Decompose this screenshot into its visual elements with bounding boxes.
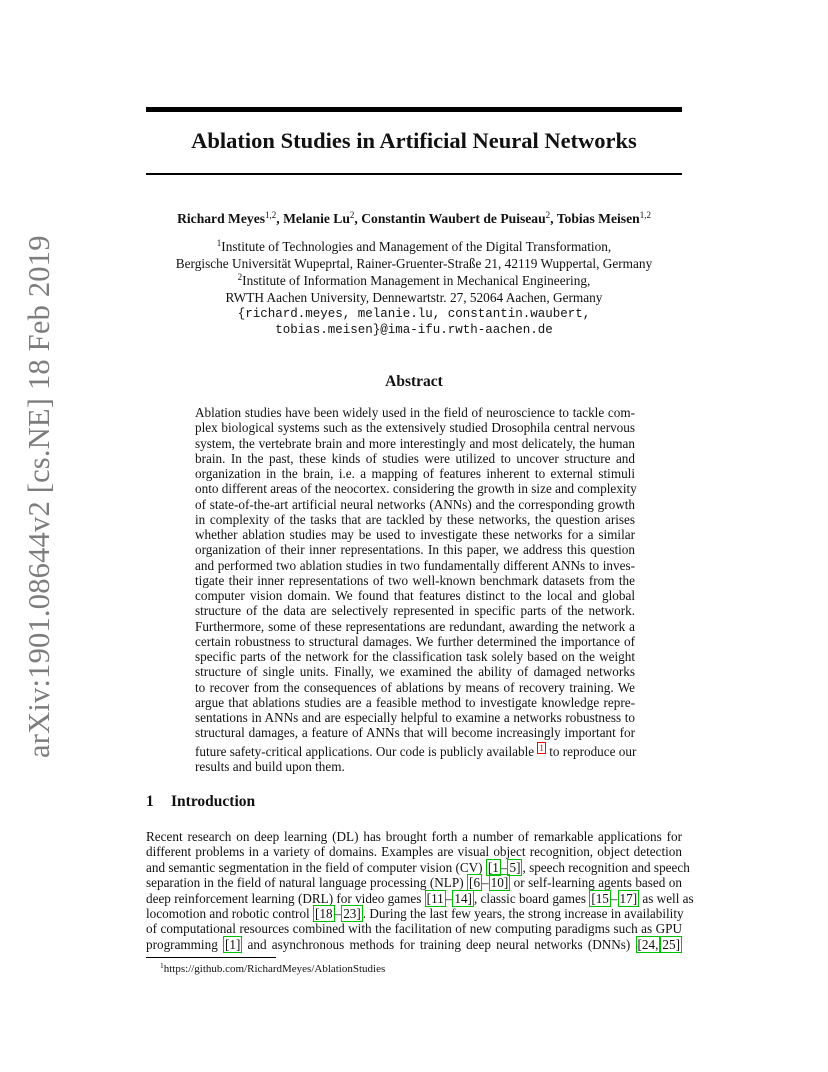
- intro-line: [146, 875, 682, 890]
- citation-dash: –: [445, 890, 453, 906]
- abstract-line: of state-of-the-art artificial neural networks (ANNs) and the corresponding growth: [195, 496, 635, 512]
- abstract-line: tigate their inner representations of two well-known benchmark datasets from the: [195, 572, 635, 588]
- author-separator: ,: [550, 211, 557, 226]
- abstract-line: system, the vertebrate brain and more interestingly and most delicately, the human: [195, 435, 635, 451]
- affiliation-2: [100, 269, 728, 306]
- author-separator: ,: [354, 211, 362, 226]
- intro-text: or self-learning agents based on: [510, 875, 682, 891]
- intro-text: and asynchronous methods for training deep neural networks (DNNs): [242, 936, 636, 952]
- citation-link[interactable]: 25]: [662, 936, 680, 952]
- affiliation-line: Institute of Information Management in Mechanical Engineering,: [242, 273, 591, 288]
- affiliation-1: [100, 235, 728, 272]
- intro-text: , classic board games: [473, 890, 590, 906]
- intro-text: as well as: [639, 890, 694, 906]
- intro-line: [146, 890, 694, 906]
- abstract-line: brain. In the past, these kinds of studies were utilized to uncover structure and: [195, 450, 635, 466]
- citation-link[interactable]: [15: [591, 890, 609, 906]
- footnote: [160, 961, 385, 975]
- abstract-line: Ablation studies have been widely used in the field of neuroscience to tackle com-: [195, 405, 635, 420]
- author-name: Richard Meyes: [177, 211, 266, 226]
- intro-text: . During the last few years, the strong increase in availability: [362, 906, 684, 922]
- abstract-text: future safety-critical applications. Our code is publicly available: [195, 743, 535, 759]
- abstract-line: in complexity of the tasks that are tackled by these networks, the question arises: [195, 511, 635, 527]
- citation-link[interactable]: 23]: [343, 906, 361, 922]
- citation-dash: –: [334, 906, 342, 922]
- abstract-line: certain robustness to structural damages. We further determined the importance of: [195, 633, 635, 649]
- citation-link[interactable]: [11: [426, 890, 444, 906]
- intro-line: [146, 906, 682, 921]
- footnote-link[interactable]: 1: [539, 742, 544, 753]
- intro-text: programming: [146, 936, 223, 952]
- section-heading-introduction: [146, 793, 255, 811]
- intro-line: [146, 859, 690, 875]
- affiliation-line: RWTH Aachen University, Dennewartstr. 27, 52064 Aachen, Germany: [225, 290, 603, 305]
- footnote-url[interactable]: https://github.com/RichardMeyes/AblationStudies: [163, 963, 386, 975]
- abstract-line: sentations in ANNs and are especially helpful to examine a networks robustness to: [195, 710, 635, 725]
- intro-text: and semantic segmentation in the field of computer vision (CV): [146, 859, 486, 875]
- citation-link[interactable]: 14]: [454, 890, 472, 906]
- author-affiliation-mark: 2: [349, 210, 355, 220]
- author-name: Constantin Waubert de Puiseau: [361, 211, 546, 226]
- intro-text: , speech recognition and speech: [522, 859, 690, 875]
- abstract-line: specific parts of the network for the classification task solely based on the weight: [195, 649, 635, 664]
- abstract-line: to recover from the consequences of ablations by means of recovery training. We: [195, 679, 635, 695]
- section-number: 1: [146, 793, 154, 810]
- footnote-mark: 1: [160, 961, 164, 970]
- citation-link[interactable]: [18: [315, 906, 333, 922]
- author-affiliation-mark: 1,2: [639, 210, 651, 220]
- intro-text: deep reinforcement learning (DRL) for video games: [146, 890, 425, 906]
- abstract-heading: Abstract: [385, 373, 443, 390]
- abstract-text: to reproduce our: [545, 743, 637, 759]
- intro-text: separation in the field of natural language processing (NLP): [146, 875, 468, 891]
- citation-link[interactable]: [24,: [637, 936, 659, 952]
- citation-link[interactable]: 17]: [619, 890, 638, 906]
- abstract-line: structural damages, a feature of ANNs that will become increasingly important for: [195, 725, 635, 741]
- intro-line: different problems in a variety of domains. Examples are visual object recognition, object detection: [146, 844, 682, 860]
- abstract-line: organization in the brain, i.e. a mapping of features inherent to external stimuli: [195, 466, 635, 481]
- author-affiliation-mark: 2: [545, 210, 551, 220]
- citation-dash: –: [500, 859, 508, 875]
- author-name: Melanie Lu: [283, 211, 350, 226]
- footnote-rule: [146, 957, 276, 958]
- abstract-line: computer vision domain. We found that features distinct to the local and global: [195, 588, 635, 603]
- affiliation-line: Bergische Universität Wupeprtal, Rainer-Gruenter-Straße 21, 42119 Wuppertal, Germany: [175, 256, 653, 271]
- paper-title: Ablation Studies in Artificial Neural Networks: [191, 128, 637, 153]
- abstract-line: argue that ablations studies are a feasible method to investigate knowledge repre-: [195, 694, 635, 710]
- email-line: tobias.meisen}@ima-ifu.rwth-aachen.de: [275, 322, 553, 337]
- abstract-line-with-footnote: [195, 741, 635, 759]
- citation-link[interactable]: [6: [469, 875, 481, 891]
- intro-text: locomotion and robotic control: [146, 906, 314, 922]
- citation-dash: –: [610, 890, 618, 906]
- citation-link[interactable]: 5]: [509, 859, 521, 875]
- author-emails: [100, 307, 728, 338]
- abstract-line: results and build upon them.: [195, 758, 345, 774]
- abstract-line: whether ablation studies may be used to investigate these networks for a similar: [195, 527, 635, 542]
- intro-line: Recent research on deep learning (DL) has brought forth a number of remarkable applications for: [146, 829, 682, 844]
- introduction-body: [146, 829, 694, 952]
- section-title: Introduction: [171, 793, 256, 810]
- email-line: {richard.meyes, melanie.lu, constantin.waubert,: [237, 307, 591, 321]
- author-name: Tobias Meisen: [556, 211, 640, 226]
- citation-link[interactable]: [1]: [224, 936, 241, 952]
- title-rule-top: [146, 107, 682, 112]
- abstract-line: structure of the data are selectively represented in specific parts of the network.: [195, 603, 635, 619]
- affiliation-mark: 2: [237, 272, 243, 282]
- citation-dash: –: [482, 875, 489, 891]
- abstract-line: structure of single units. Finally, we examined the ability of damaged networks: [195, 664, 635, 680]
- citation-link[interactable]: [1: [487, 859, 499, 875]
- author-list: [100, 210, 728, 227]
- author-affiliation-mark: 1,2: [265, 210, 277, 220]
- abstract-line: and performed two ablation studies in two fundamentally different ANNs to inves-: [195, 557, 635, 573]
- intro-line: [146, 937, 682, 952]
- abstract-line: plex biological systems such as the extensively studied Drosophila central nervous: [195, 420, 635, 436]
- abstract-line: onto different areas of the neocortex. considering the growth in size and complexity: [195, 481, 637, 497]
- citation-link[interactable]: 10]: [490, 875, 509, 891]
- title-rule-bottom: [146, 173, 682, 175]
- affiliation-mark: 1: [216, 238, 222, 248]
- intro-line: of computational resources combined with the facilitation of new computing paradigms such as GPU: [146, 921, 682, 937]
- author-separator: ,: [276, 211, 284, 226]
- affiliation-line: Institute of Technologies and Management of the Digital Transformation,: [221, 239, 612, 254]
- abstract-line: organization of their inner representations. In this paper, we address this question: [195, 542, 635, 558]
- abstract-line: Furthermore, some of these representations are redundant, awarding the network a: [195, 618, 635, 634]
- arxiv-stamp: arXiv:1901.08644v2 [cs.NE] 18 Feb 2019: [22, 235, 56, 758]
- abstract-body: [195, 405, 635, 774]
